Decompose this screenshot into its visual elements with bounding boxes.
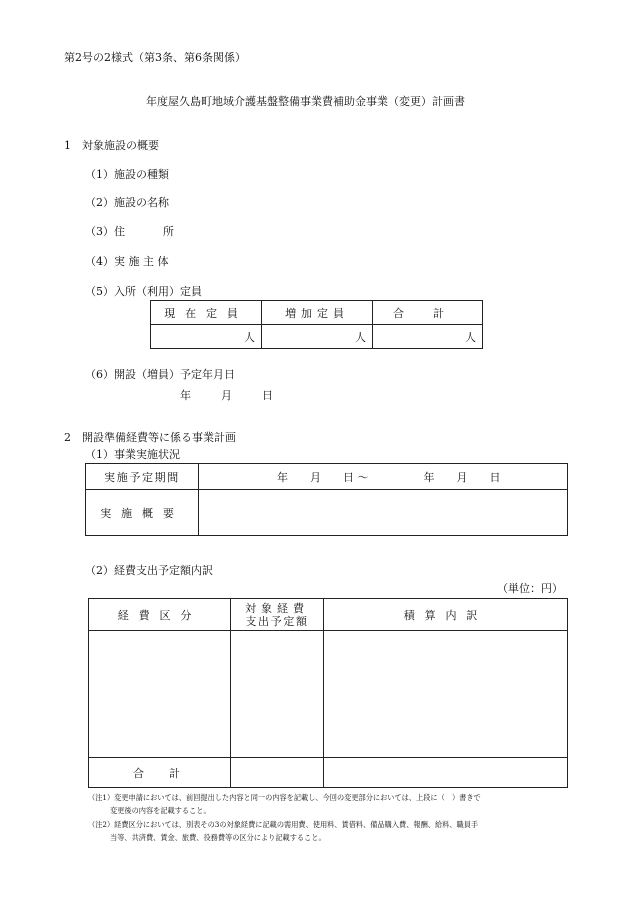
period-label: 実施予定期間 [86, 464, 199, 490]
operator-label: （4）実 施 主 体 [85, 255, 169, 268]
opening-date-value[interactable]: 年 月 日 [180, 389, 273, 402]
address-label: （3）住 所 [85, 225, 174, 238]
expense-breakdown-label: （2）経費支出予定額内訳 [85, 564, 213, 577]
increase-capacity-header: 増加定員 [262, 301, 373, 325]
overview-label: 実施概要 [86, 490, 199, 536]
total-capacity-header: 合 計 [373, 301, 483, 325]
increase-capacity-cell[interactable]: 人 [262, 325, 373, 349]
opening-date-label: （6）開設（増員）予定年月日 [85, 368, 235, 381]
capacity-label: （5）入所（利用）定員 [85, 285, 202, 298]
section2-heading: 2 開設準備経費等に係る事業計画 [64, 431, 236, 444]
note-1: （注1）変更申請においては、前回提出した内容と同一の内容を記載し、今回の変更部分においては、上段に（ ）書きで 変更後の内容を記載すること。 [88, 793, 481, 815]
calculation-details-header: 積算内訳 [324, 599, 568, 631]
form-number: 第2号の2様式（第3条、第6条関係） [64, 51, 246, 64]
note-2: （注2）経費区分においては、別表その3の対象経費に記載の需用費、使用料、賃借料、備品購入費、報酬、給料、職員手 当等、共済費、賃金、旅費、役務費等の区分により記載すること。 [88, 820, 479, 842]
total-amount-cell[interactable] [231, 758, 324, 788]
current-capacity-cell[interactable]: 人 [151, 325, 262, 349]
expense-category-cell[interactable] [89, 631, 231, 758]
implementation-status-label: （1）事業実施状況 [85, 448, 180, 461]
planned-amount-header: 対象経費 支出予定額 [231, 599, 324, 631]
facility-type-label: （1）施設の種類 [85, 168, 169, 181]
status-table [85, 463, 568, 536]
calculation-details-cell[interactable] [324, 631, 568, 758]
period-value[interactable]: 年 月 日 〜 年 月 日 [199, 464, 568, 490]
total-label: 合 計 [89, 758, 231, 788]
total-details-cell[interactable] [324, 758, 568, 788]
section1-heading: 1 対象施設の概要 [64, 139, 159, 152]
expense-category-header: 経費区分 [89, 599, 231, 631]
expense-table [88, 598, 568, 788]
capacity-table [150, 300, 483, 349]
planned-amount-cell[interactable] [231, 631, 324, 758]
unit-note: （単位：円） [497, 582, 563, 595]
page-title: 年度屋久島町地域介護基盤整備事業費補助金事業（変更）計画書 [146, 95, 465, 108]
total-capacity-cell[interactable]: 人 [373, 325, 483, 349]
facility-name-label: （2）施設の名称 [85, 196, 169, 209]
current-capacity-header: 現在定員 [151, 301, 262, 325]
overview-value[interactable] [199, 490, 568, 536]
